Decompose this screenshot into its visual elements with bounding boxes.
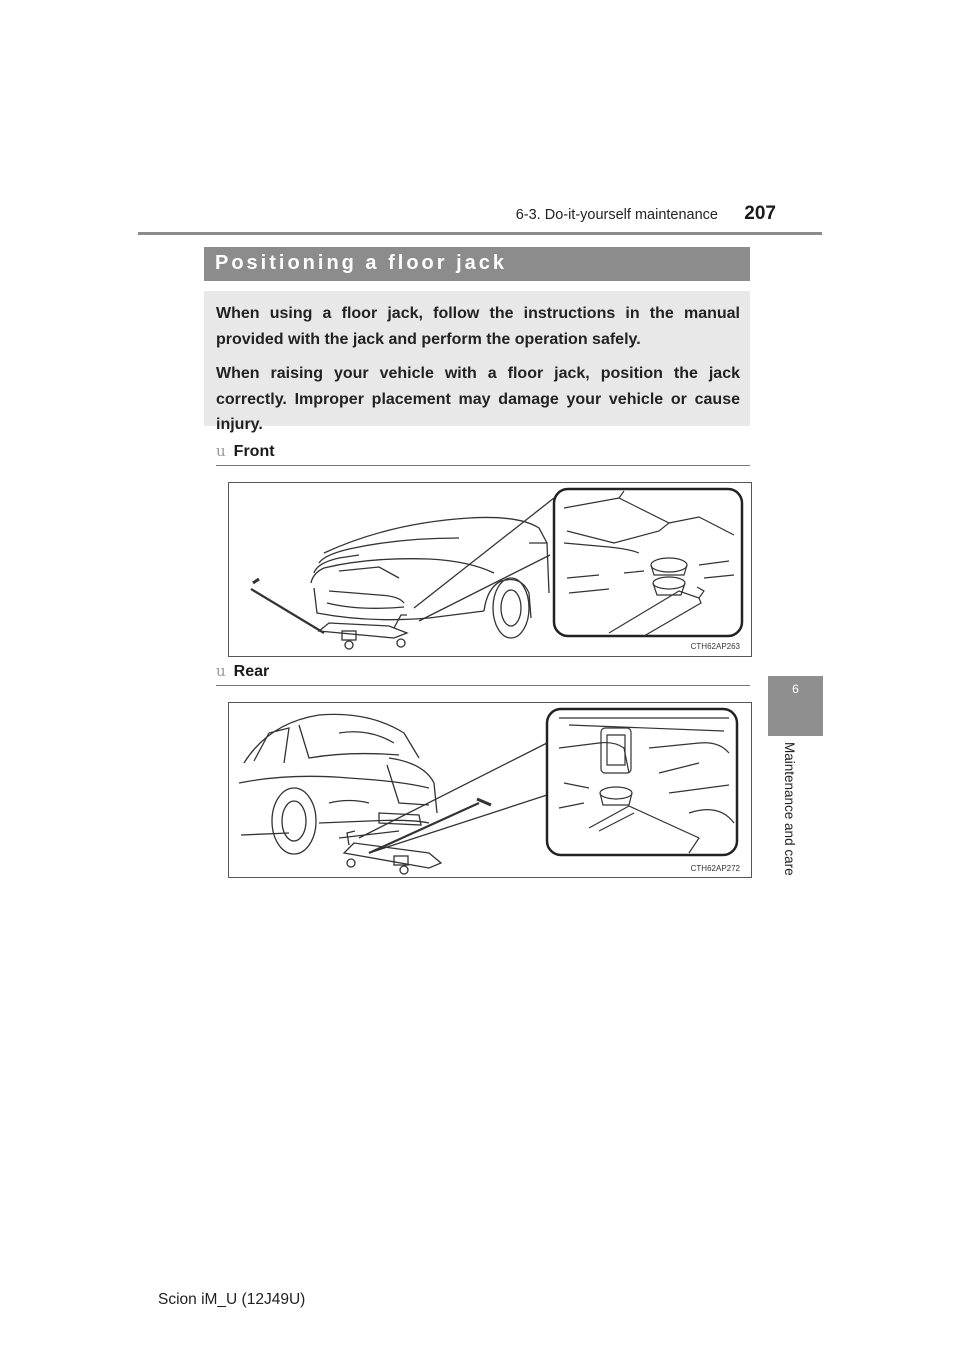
running-header-section: 6-3. Do-it-yourself maintenance — [515, 207, 718, 223]
intro-paragraph: When raising your vehicle with a floor jack, position the jack correctly. Improper placement may damage your vehicle or cause injury. — [216, 365, 740, 433]
figure-code: CTH62AP272 — [690, 864, 740, 873]
bullet-icon: u — [216, 442, 226, 460]
chapter-tab-label: Maintenance and care — [782, 742, 797, 876]
footer-model: Scion iM_U (12J49U) — [158, 1291, 306, 1308]
intro-box — [204, 291, 750, 433]
rear-car-jack-illustration — [229, 703, 751, 877]
figure-heading-front — [216, 442, 275, 461]
figure-heading-text: Front — [233, 443, 275, 460]
figure-code: CTH62AP263 — [690, 642, 740, 651]
figure-heading-text: Rear — [233, 663, 270, 680]
bullet-icon: u — [216, 662, 226, 680]
figure-heading-rule — [216, 685, 750, 686]
figure-heading-rear — [216, 662, 269, 681]
page-number: 207 — [744, 203, 776, 224]
header-rule — [138, 232, 822, 235]
figure-heading-rule — [216, 465, 750, 466]
chapter-tab-number: 6 — [792, 682, 799, 696]
rear-jack-illustration — [228, 702, 752, 878]
front-jack-illustration — [228, 482, 752, 657]
front-car-jack-illustration — [229, 483, 751, 656]
intro-paragraph: When using a floor jack, follow the instructions in the manual provided with the jack and perform the operation safely. — [216, 305, 740, 348]
section-title: Positioning a floor jack — [215, 252, 508, 274]
